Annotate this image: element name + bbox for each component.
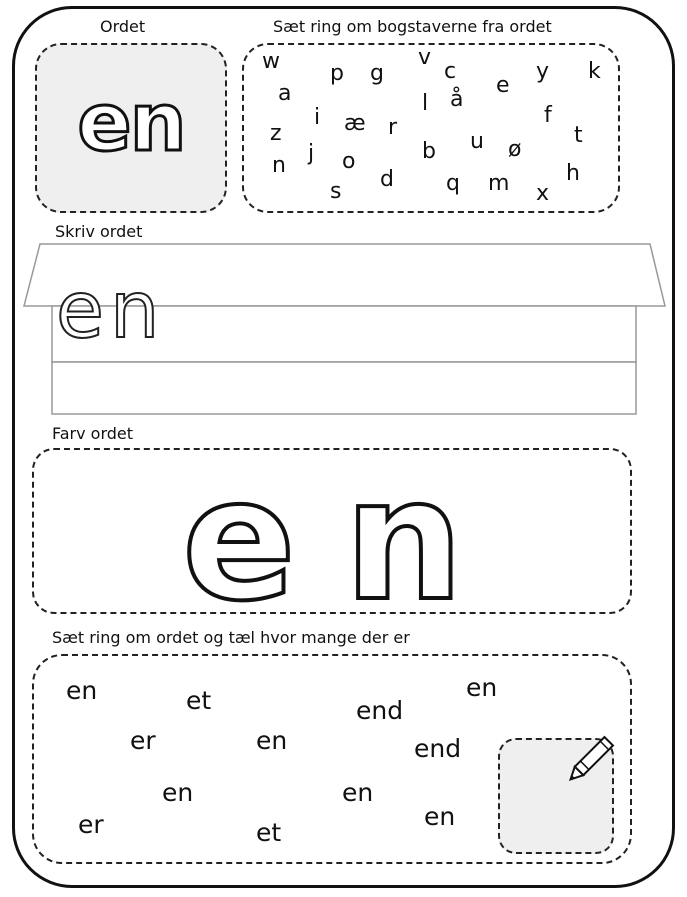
letter[interactable]: g xyxy=(370,61,384,86)
writing-line-lower[interactable] xyxy=(52,362,636,414)
letter[interactable]: ø xyxy=(508,137,522,162)
word-item[interactable]: er xyxy=(130,726,156,755)
word-item[interactable]: et xyxy=(256,818,282,847)
letter[interactable]: h xyxy=(566,161,580,186)
pencil-icon xyxy=(560,724,632,784)
word-item[interactable]: en xyxy=(466,673,498,702)
word-item[interactable]: er xyxy=(78,810,104,839)
letter[interactable]: o xyxy=(342,149,356,174)
letter[interactable]: e xyxy=(496,73,510,98)
letter[interactable]: z xyxy=(270,121,282,146)
letter[interactable]: n xyxy=(272,153,286,178)
letter[interactable]: y xyxy=(536,59,550,84)
word-label: Ordet xyxy=(100,17,146,36)
letter[interactable]: b xyxy=(422,139,436,164)
letter[interactable]: l xyxy=(422,91,429,116)
color-label: Farv ordet xyxy=(52,424,134,443)
big-letter-e[interactable]: e xyxy=(182,442,296,638)
letter[interactable]: q xyxy=(446,171,460,196)
letter[interactable]: i xyxy=(314,105,321,130)
count-label: Sæt ring om ordet og tæl hvor mange der er xyxy=(52,628,410,647)
letter[interactable]: k xyxy=(588,59,601,84)
letter[interactable]: c xyxy=(444,59,457,84)
word-item[interactable]: et xyxy=(186,686,212,715)
letter[interactable]: s xyxy=(330,179,342,204)
word-item[interactable]: end xyxy=(356,696,404,725)
letter[interactable]: m xyxy=(488,171,510,196)
word-item[interactable]: en xyxy=(424,802,456,831)
word-outline: en xyxy=(77,76,185,169)
word-item[interactable]: en xyxy=(66,676,98,705)
write-label: Skriv ordet xyxy=(55,222,143,241)
letter[interactable]: p xyxy=(330,61,344,86)
letter[interactable]: d xyxy=(380,167,394,192)
trace-word: en xyxy=(56,266,166,356)
letter[interactable]: v xyxy=(418,45,432,70)
letter[interactable]: æ xyxy=(344,111,366,136)
writing-house xyxy=(0,0,687,430)
word-item[interactable]: en xyxy=(162,778,194,807)
word-item[interactable]: end xyxy=(414,734,462,763)
letter[interactable]: r xyxy=(388,115,398,140)
letter[interactable]: a xyxy=(278,81,292,106)
letter[interactable]: å xyxy=(450,87,464,112)
letter[interactable]: x xyxy=(536,181,550,206)
big-letter-n[interactable]: n xyxy=(344,442,464,638)
color-box xyxy=(32,448,632,614)
letter[interactable]: j xyxy=(308,141,315,166)
letter[interactable]: t xyxy=(574,123,583,148)
letter[interactable]: w xyxy=(262,49,280,74)
word-item[interactable]: en xyxy=(342,778,374,807)
letter[interactable]: u xyxy=(470,129,484,154)
circle-letters-label: Sæt ring om bogstaverne fra ordet xyxy=(273,17,552,36)
letter[interactable]: f xyxy=(544,103,552,128)
word-item[interactable]: en xyxy=(256,726,288,755)
